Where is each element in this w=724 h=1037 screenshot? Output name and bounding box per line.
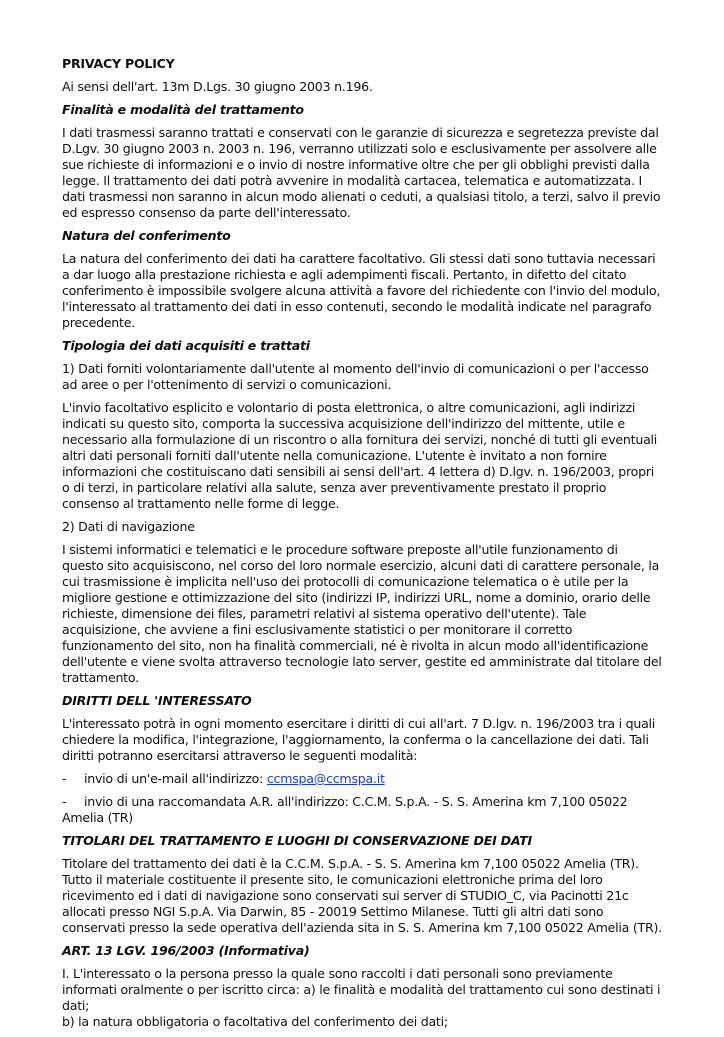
paragraph-natura: La natura del conferimento dei dati ha carattere facoltativo. Gli stessi dati sono tuttavia necessari a dar luogo alla prestazione richiesta e agli adempimenti fiscali. Pertanto, in difetto del citato conferimento è impossibile svolgere alcuna attività a favore del richiedente con l'invio del modulo, l'interessato al trattamento dei dati in esso contenuti, secondo le modalità indicate nel paragrafo precedente. (62, 251, 661, 330)
list-item-raccomandata (62, 794, 662, 826)
heading-art13: ART. 13 LGV. 196/2003 (Informativa) (62, 943, 310, 958)
page-title: PRIVACY POLICY (62, 56, 175, 71)
paragraph-art13-line1: I. L'interessato o la persona presso la quale sono raccolti i dati personali sono previamente informati oralmente o per iscritto circa: a) le finalità e modalità del trattamento cui sono destinati i dati; (62, 966, 661, 1013)
page-subtitle: Ai sensi dell'art. 13m D.Lgs. 30 giugno 2003 n.196. (62, 79, 373, 94)
heading-titolari: TITOLARI DEL TRATTAMENTO E LUOGHI DI CONSERVAZIONE DEI DATI (62, 833, 532, 848)
paragraph-diritti: L'interessato potrà in ogni momento esercitare i diritti di cui all'art. 7 D.lgv. n. 196/2003 tra i quali chiedere la modifica, l'integrazione, l'aggiornamento, la conferma o la cancellazione dei dati. Tali diritti potranno esercitarsi attraverso le seguenti modalità: (62, 716, 656, 763)
privacy-policy-document (62, 56, 662, 1037)
bullet-dash: - (62, 771, 67, 786)
tipologia-item-1-text: L'invio facoltativo esplicito e volontario di posta elettronica, o altre comunicazioni, agli indirizzi indicati su questo sito, comporta la successiva acquisizione dell'indirizzo del mittente, utile e necessario alla formulazione di un riscontro o alla fornitura dei servizi, nonché di tutti gli eventuali altri dati personali forniti dall'utente nella comunicazione. L'utente è invitato a non fornire informazioni che costituiscano dati sensibili ai sensi dell'art. 4 lettera d) D.lgv. n. 196/2003, propri o di terzi, in particolare relativi alla salute, senza aver preventivamente prestato il proprio consenso al trattamento nelle forme di legge. (62, 400, 658, 511)
list-item-email (62, 771, 662, 787)
heading-natura: Natura del conferimento (62, 228, 231, 243)
email-bullet-label: invio di un'e-mail all'indirizzo: (84, 771, 267, 786)
heading-finalita: Finalità e modalità del trattamento (62, 102, 304, 117)
raccomandata-bullet-text: invio di una raccomandata A.R. all'indirizzo: C.C.M. S.p.A. - S. S. Amerina km 7,100 05022 Amelia (TR) (62, 794, 628, 825)
bullet-dash: - (62, 794, 67, 809)
tipologia-item-2-title: 2) Dati di navigazione (62, 519, 195, 534)
tipologia-item-1-title: 1) Dati forniti volontariamente dall'utente al momento dell'invio di comunicazioni o per l'accesso ad aree o per l'ottenimento di servizi o comunicazioni. (62, 361, 649, 392)
email-link[interactable]: ccmspa@ccmspa.it (266, 771, 385, 786)
heading-tipologia: Tipologia dei dati acquisiti e trattati (62, 338, 310, 353)
heading-diritti: DIRITTI DELL 'INTERESSATO (62, 693, 252, 708)
paragraph-titolari: Titolare del trattamento dei dati è la C.C.M. S.p.A. - S. S. Amerina km 7,100 05022 Amelia (TR). Tutto il materiale costituente il presente sito, le comunicazioni elettroniche prima del loro ricevimento ed i dati di navigazione sono conservati sui server di STUDIO_C, via Pacinotti 21c allocati presso NGI S.p.A. Via Darwin, 85 - 20019 Settimo Milanese. Tutti gli altri dati sono conservati presso la sede operativa dell'azienda sita in S. S. Amerina km 7,100 05022 Amelia (TR). (62, 856, 662, 935)
paragraph-art13-line2: b) la natura obbligatoria o facoltativa del conferimento dei dati; (62, 1014, 448, 1029)
tipologia-item-2-text: I sistemi informatici e telematici e le procedure software preposte all'utile funzionamento di questo sito acquisiscono, nel corso del loro normale esercizio, alcuni dati di carattere personale, la cui trasmissione è implicita nell'uso dei protocolli di comunicazione telematica o è utile per la migliore gestione e ottimizzazione del sito (indirizzi IP, indirizzi URL, nome a dominio, orario delle richieste, dimensione dei files, parametri relativi al sistema operativo dell'utente). Tale acquisizione, che avviene a fini esclusivamente statistici o per monitorare il corretto funzionamento del sito, non ha finalità commerciali, né è rivolta in alcun modo all'identificazione dell'utente e viene svolta attraverso tecnologie lato server, gestite ed amministrate dal titolare del trattamento. (62, 542, 662, 685)
paragraph-finalita: I dati trasmessi saranno trattati e conservati con le garanzie di sicurezza e segretezza previste dal D.Lgv. 30 giugno 2003 n. 2003 n. 196, verranno utilizzati solo e esclusivamente per assolvere alle sue richieste di informazioni e o invio di nostre informative oltre che per gli obblighi previsti dalla legge. Il trattamento dei dati potrà avvenire in modalità cartacea, telematica e automatizzata. I dati trasmessi non saranno in alcun modo alienati o ceduti, a qualsiasi titolo, a terzi, salvo il previo ed espresso consenso da parte dell'interessato. (62, 125, 661, 220)
